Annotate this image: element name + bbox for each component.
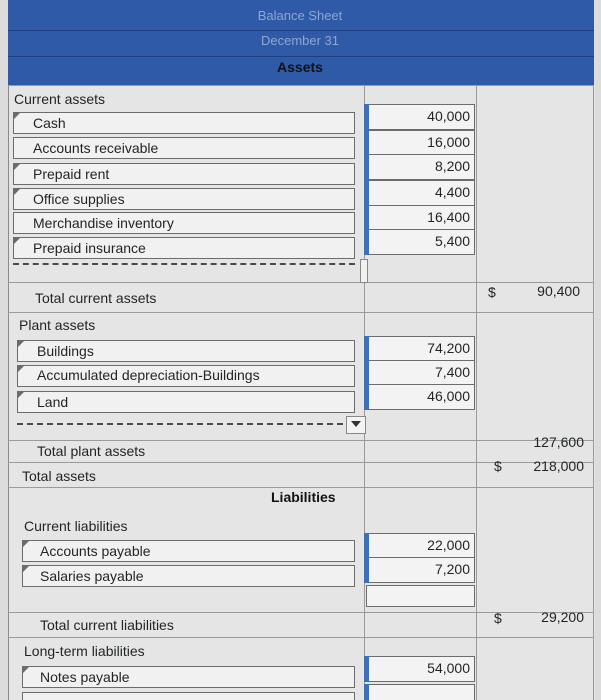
amount-cell-marker	[364, 557, 369, 583]
account-dropdown[interactable]	[346, 416, 366, 434]
row-line	[8, 312, 594, 313]
amount-cell-marker	[364, 104, 369, 130]
total-assets-amount: 218,000	[533, 458, 584, 474]
currency-sign: $	[494, 610, 502, 626]
blank-amount-input[interactable]	[366, 585, 475, 607]
account-label-buildings: Buildings	[37, 343, 94, 359]
liabilities-section-title: Liabilities	[271, 489, 336, 505]
amount-cell-marker	[364, 336, 369, 362]
amount-office-supplies: 4,400	[434, 184, 470, 200]
amount-prepaid-insurance: 5,400	[434, 233, 470, 249]
column-divider	[593, 85, 594, 700]
account-label-accounts-receivable: Accounts receivable	[33, 140, 159, 156]
account-label-prepaid-insurance: Prepaid insurance	[33, 240, 146, 256]
amount-cell-marker	[364, 360, 369, 386]
current-liabilities-heading: Current liabilities	[24, 518, 128, 534]
blank-row-divider	[13, 263, 355, 265]
amount-cell-marker	[364, 154, 369, 180]
amount-cash: 40,000	[427, 108, 470, 124]
amount-prepaid-rent: 8,200	[434, 158, 470, 174]
amount-accounts-payable: 22,000	[427, 537, 470, 553]
account-label-salaries-payable: Salaries payable	[40, 568, 144, 584]
account-input-next-row[interactable]	[22, 692, 355, 700]
long-term-liabilities-heading: Long-term liabilities	[24, 643, 145, 659]
account-label-accounts-payable: Accounts payable	[40, 543, 151, 559]
row-line	[8, 637, 594, 638]
account-label-accumulated-depreciation: Accumulated depreciation-Buildings	[37, 367, 260, 383]
amount-input-next-row[interactable]	[366, 684, 475, 700]
amount-cell-marker	[364, 130, 369, 156]
total-assets-label: Total assets	[22, 468, 96, 484]
amount-land: 46,000	[427, 388, 470, 404]
amount-cell-marker	[364, 533, 369, 559]
amount-cell-marker	[364, 205, 369, 231]
account-label-land: Land	[37, 394, 69, 410]
blank-row-divider	[17, 423, 343, 425]
currency-sign: $	[488, 284, 496, 300]
account-label-office-supplies: Office supplies	[33, 191, 125, 207]
total-current-assets-amount: 90,400	[537, 283, 580, 299]
amount-notes-payable: 54,000	[427, 660, 470, 676]
account-label-cash: Cash	[33, 115, 66, 131]
total-current-assets-label: Total current assets	[35, 290, 157, 306]
column-divider	[476, 85, 477, 700]
amount-cell-marker	[364, 229, 369, 255]
assets-section-title: Assets	[277, 59, 323, 75]
total-plant-assets-amount: 127,600	[533, 434, 584, 450]
account-label-merchandise-inventory: Merchandise inventory	[33, 215, 174, 231]
amount-cell-marker	[364, 180, 369, 206]
total-current-liabilities-amount: 29,200	[541, 609, 584, 625]
currency-sign: $	[494, 458, 502, 474]
sheet-date: December 31	[260, 33, 340, 48]
header-divider	[8, 56, 594, 57]
plant-assets-heading: Plant assets	[19, 317, 96, 333]
account-label-prepaid-rent: Prepaid rent	[33, 166, 110, 182]
header-divider	[8, 30, 594, 31]
amount-cell-marker	[364, 656, 369, 682]
amount-merchandise-inventory: 16,400	[427, 209, 470, 225]
blank-amount-marker[interactable]	[360, 259, 368, 283]
row-line	[8, 487, 594, 488]
chevron-down-icon	[351, 421, 361, 427]
total-current-liabilities-label: Total current liabilities	[40, 617, 174, 633]
amount-accounts-receivable: 16,000	[427, 134, 470, 150]
total-plant-assets-label: Total plant assets	[37, 443, 146, 459]
amount-cell-marker	[364, 384, 369, 410]
amount-salaries-payable: 7,200	[434, 561, 470, 577]
sheet-title: Balance Sheet	[257, 8, 343, 23]
current-assets-heading: Current assets	[14, 91, 106, 107]
row-line	[8, 85, 594, 86]
amount-cell-marker	[364, 684, 369, 700]
amount-buildings: 74,200	[427, 340, 470, 356]
amount-accumulated-depreciation: 7,400	[434, 364, 470, 380]
account-label-notes-payable: Notes payable	[40, 669, 130, 685]
